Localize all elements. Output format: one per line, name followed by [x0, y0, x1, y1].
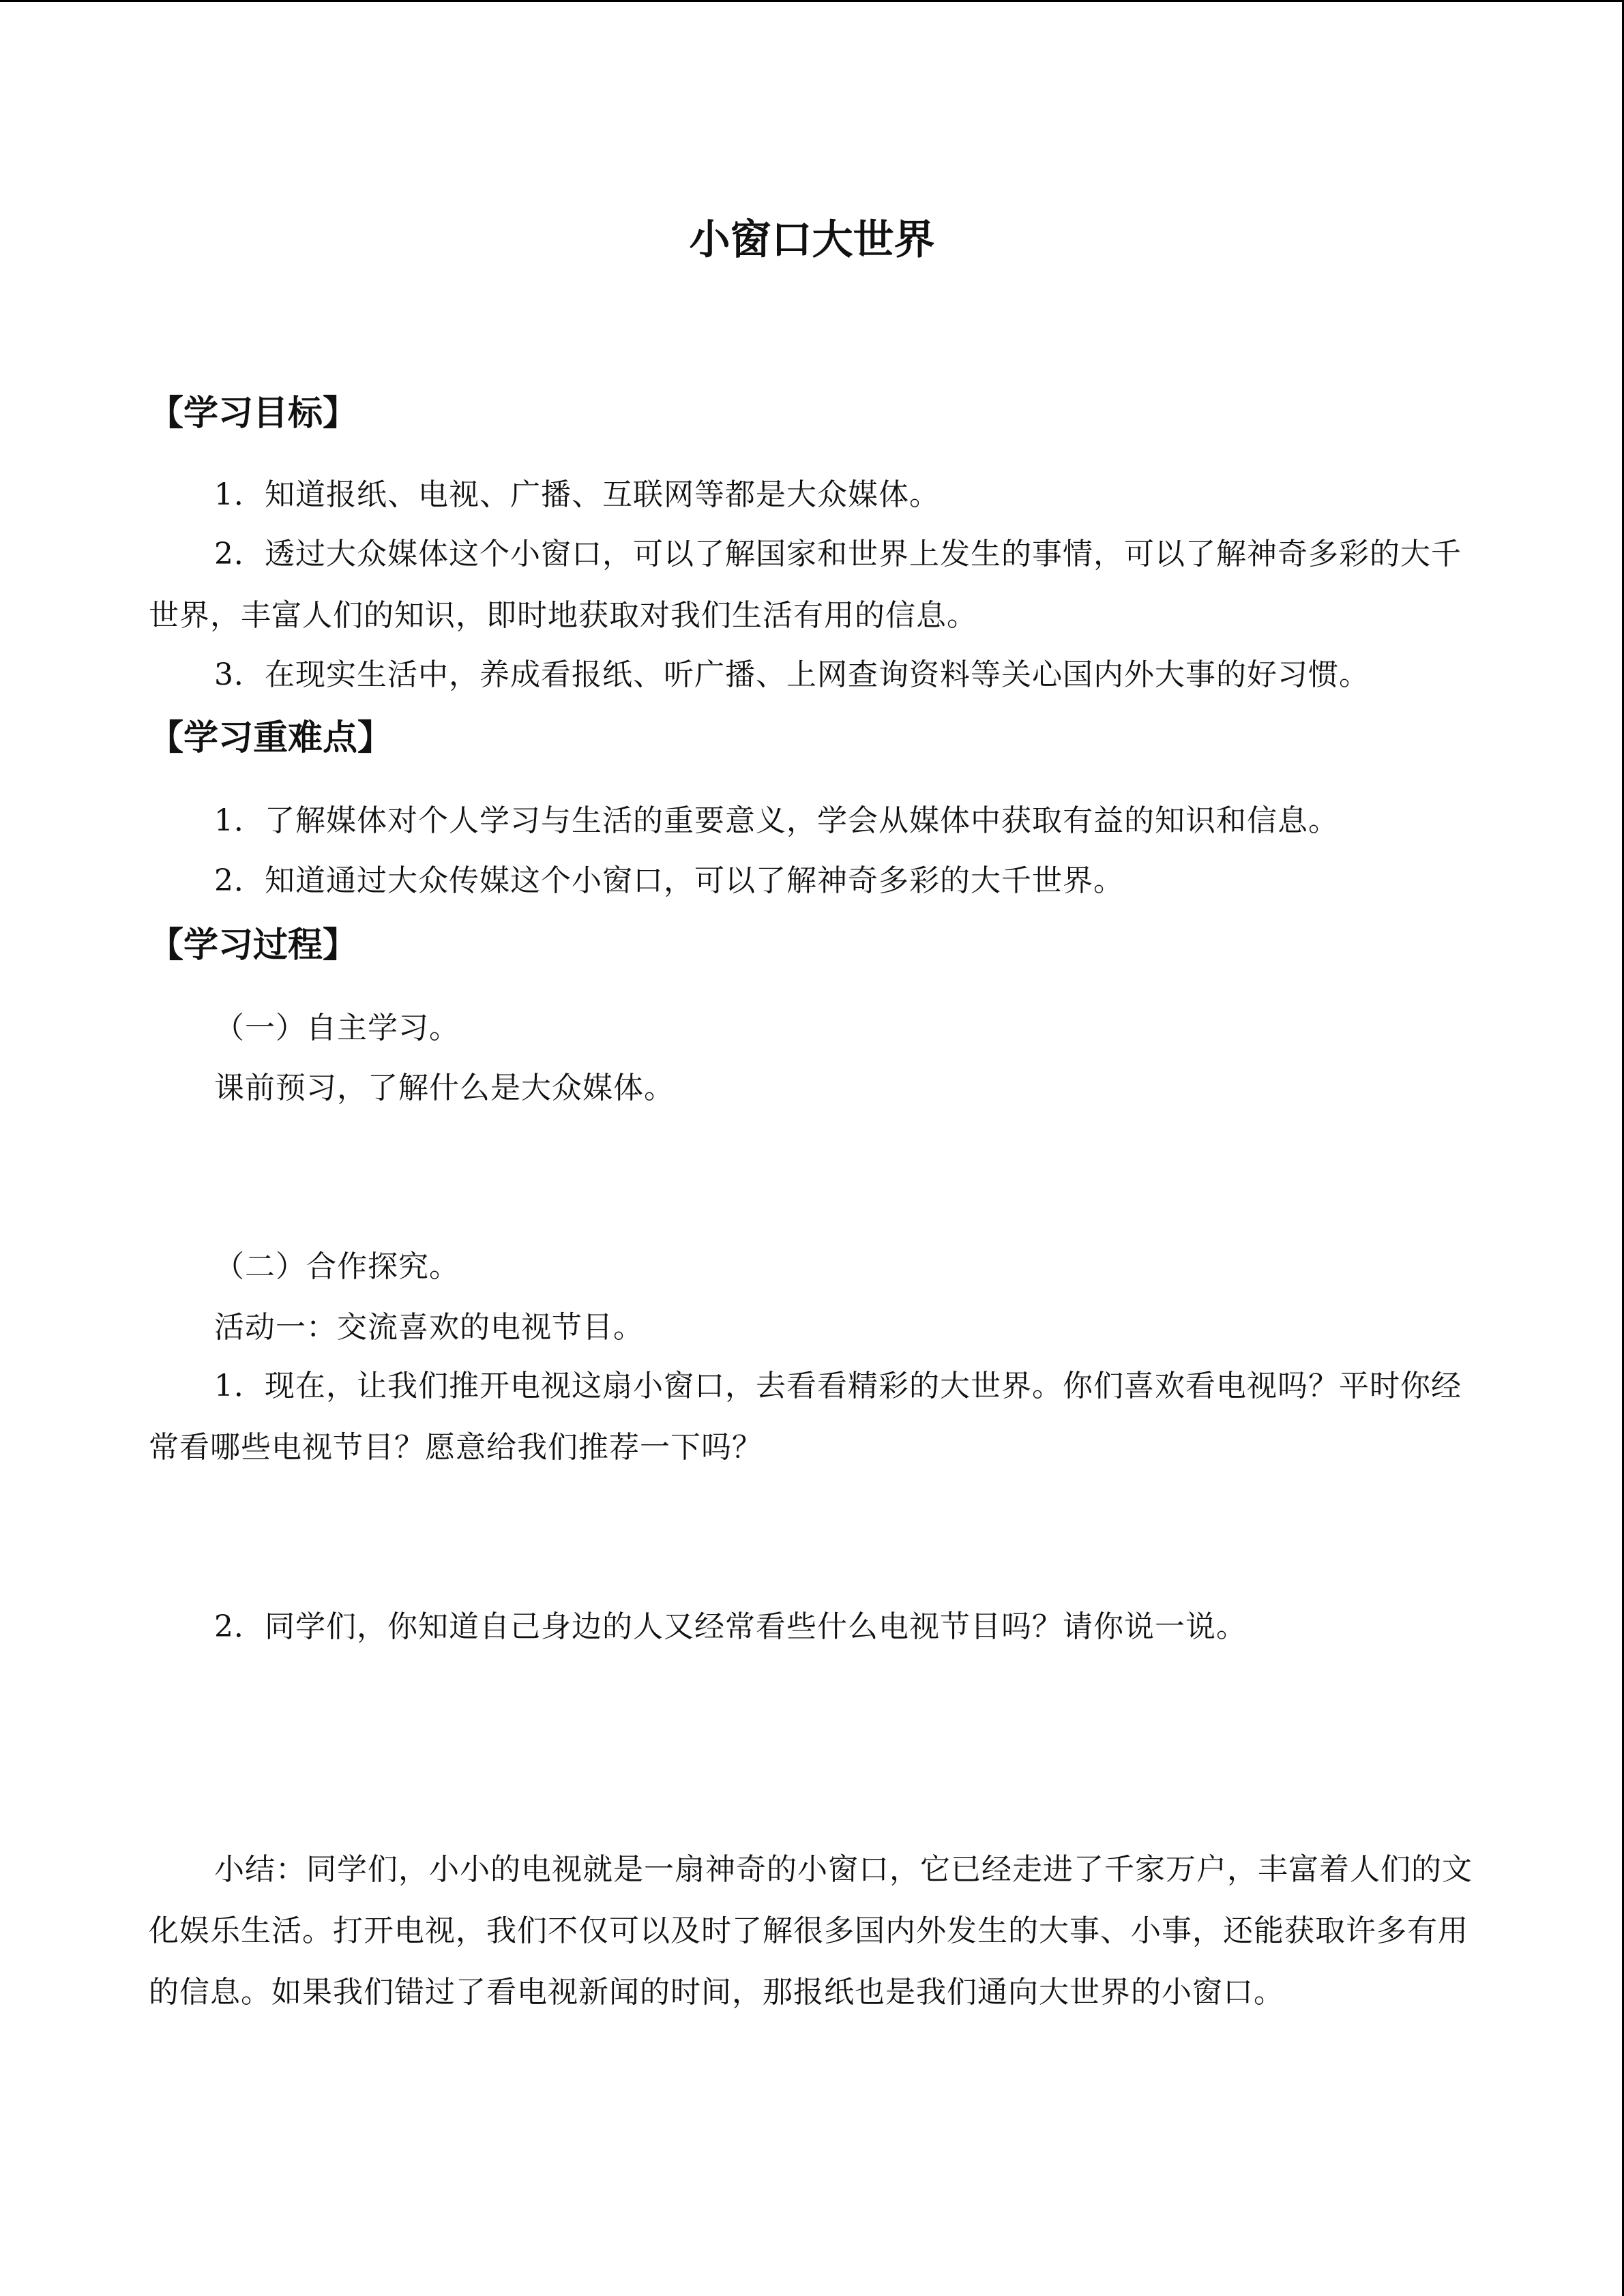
- key-point-item-1: 1．了解媒体对个人学习与生活的重要意义，学会从媒体中获取有益的知识和信息。: [214, 803, 1339, 838]
- coop-study-label: （二）合作探究。: [214, 1249, 460, 1284]
- goal-item-2: 2．透过大众媒体这个小窗口，可以了解国家和世界上发生的事情，可以了解神奇多彩的大千世界，丰富人们的知识，即时地获取对我们生活有用的信息。: [149, 537, 1462, 633]
- goal-item-1: 1．知道报纸、电视、广播、互联网等都是大众媒体。: [214, 477, 940, 512]
- summary-paragraph: 小结：同学们，小小的电视就是一扇神奇的小窗口，它已经走进了千家万户，丰富着人们的文化娱乐生活。打开电视，我们不仅可以及时了解很多国内外发生的大事、小事，还能获取许多有用的信息。如果我们错过了看电视新闻的时间，那报纸也是我们通向大世界的小窗口。: [149, 1852, 1473, 2010]
- question-2: 2．同学们，你知道自己身边的人又经常看些什么电视节目吗？请你说一说。: [214, 1609, 1247, 1644]
- section-heading-key-points: 【学习重难点】: [149, 718, 393, 758]
- page-border-top: [0, 0, 1624, 2]
- activity-one: 活动一：交流喜欢的电视节目。: [214, 1310, 644, 1345]
- self-study-text: 课前预习，了解什么是大众媒体。: [214, 1071, 675, 1105]
- key-point-item-2: 2．知道通过大众传媒这个小窗口，可以了解神奇多彩的大千世界。: [214, 863, 1124, 898]
- question-1: 1．现在，让我们推开电视这扇小窗口，去看看精彩的大世界。你们喜欢看电视吗？平时你经常看哪些电视节目？愿意给我们推荐一下吗？: [149, 1369, 1462, 1465]
- section-heading-goals: 【学习目标】: [149, 393, 358, 434]
- page-title: 小窗口大世界: [689, 216, 935, 264]
- self-study-label: （一）自主学习。: [214, 1011, 460, 1045]
- goal-item-3: 3．在现实生活中，养成看报纸、听广播、上网查询资料等关心国内外大事的好习惯。: [214, 657, 1370, 692]
- section-heading-process: 【学习过程】: [149, 925, 358, 966]
